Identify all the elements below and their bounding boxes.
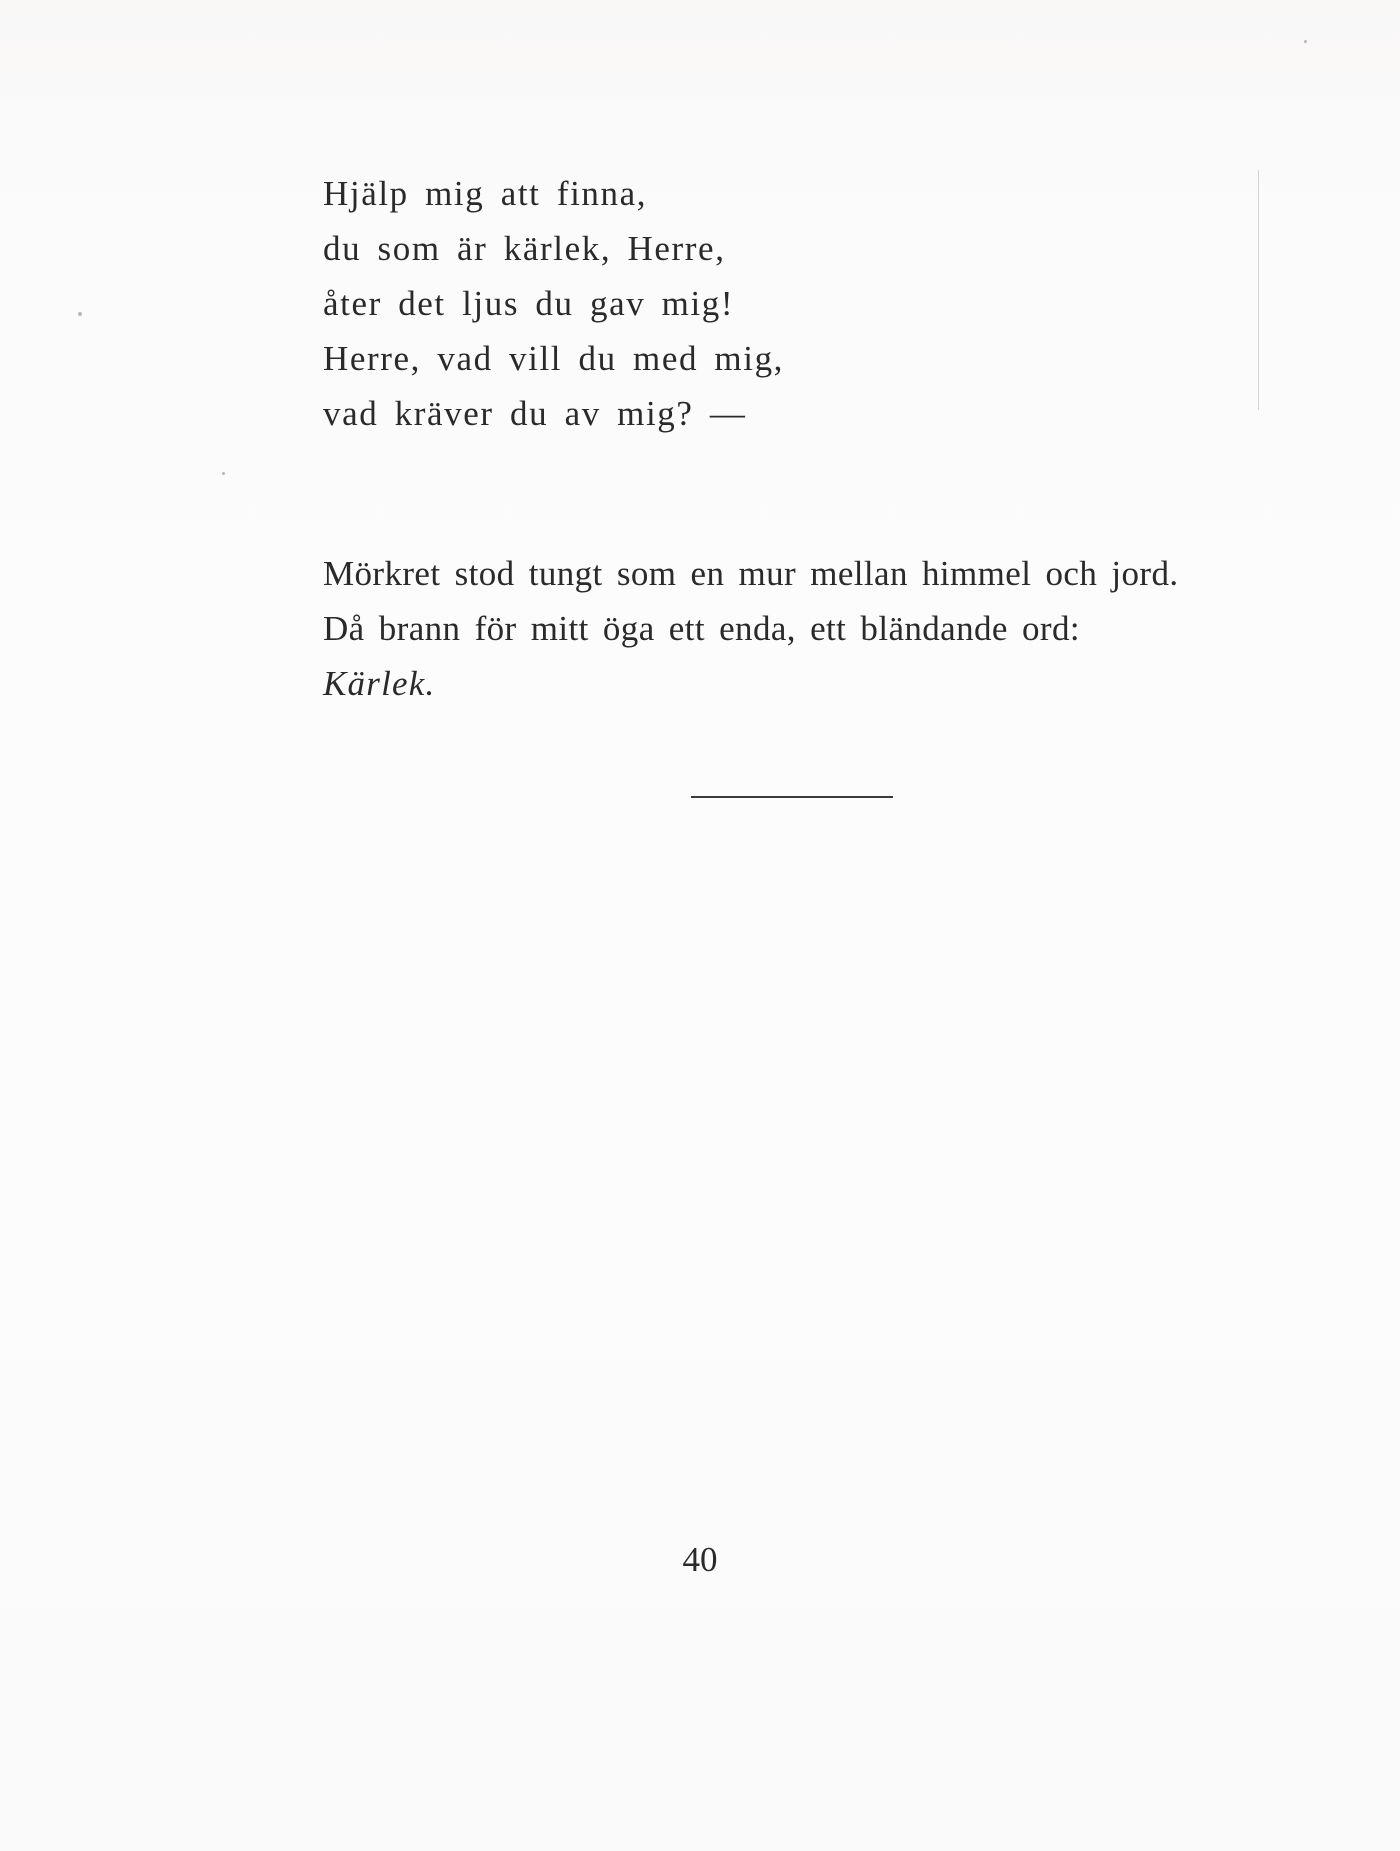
verse-line: Hjälp mig att finna, <box>323 174 648 213</box>
verse-line: Mörkret stod tungt som en mur mellan himmel och jord. <box>323 554 1179 593</box>
page-crease-mark <box>1258 170 1259 410</box>
verse-line-emphasis: Kärlek. <box>323 664 436 703</box>
verse-line: du som är kärlek, Herre, <box>323 229 726 268</box>
verse-line: vad kräver du av mig? — <box>323 394 747 433</box>
stanza-second <box>323 546 1179 711</box>
paper-speck <box>1304 40 1307 43</box>
verse-line: Då brann för mitt öga ett enda, ett bländande ord: <box>323 609 1080 648</box>
section-divider-rule <box>691 796 893 798</box>
paper-speck <box>222 472 225 475</box>
paper-speck <box>78 312 82 316</box>
verse-line: Herre, vad vill du med mig, <box>323 339 785 378</box>
stanza-first <box>323 166 784 441</box>
verse-line: åter det ljus du gav mig! <box>323 284 735 323</box>
page-number: 40 <box>682 1540 718 1579</box>
